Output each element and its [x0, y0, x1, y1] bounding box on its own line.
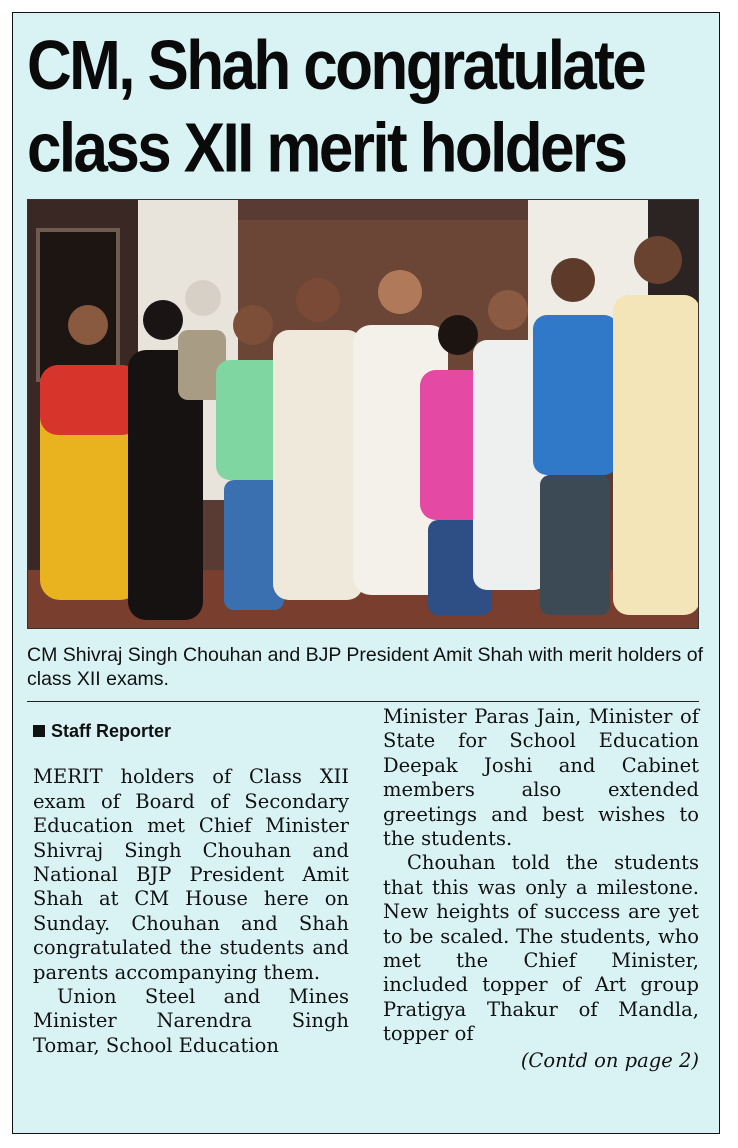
byline — [33, 719, 349, 743]
paragraph-2-start: Union Steel and Mines Minister Narendra Singh Tomar, School Education — [33, 985, 349, 1057]
byline-text: Staff Reporter — [51, 721, 172, 741]
headline-line-1: CM, Shah congratulate — [27, 27, 645, 105]
photo-illustration — [28, 200, 699, 629]
paragraph-3: Chouhan told the students that this was only a milestone. New heights of success are yet to be scaled. The students, who met the Chief Minister, included topper of Art group Pratigya Thakur of Mandla, topper of — [383, 851, 699, 1046]
article-column-left — [33, 719, 349, 1058]
headline-line-2: class XII merit holders — [27, 110, 626, 188]
headline — [27, 25, 707, 191]
caption-divider — [27, 701, 699, 702]
paragraph-1: MERIT holders of Class XII exam of Board of Secondary Education met Chief Minister Shivraj Singh Chouhan and National BJP President Amit Shah at CM House here on Sunday. Chouhan and Shah congratulated the students and parents accompanying them. — [33, 765, 349, 984]
news-photo — [27, 199, 699, 629]
article-frame — [12, 12, 720, 1134]
byline-square-icon — [33, 725, 45, 737]
photo-caption: CM Shivraj Singh Chouhan and BJP President Amit Shah with merit holders of class XII exams. — [27, 644, 703, 690]
continued-note: (Contd on page 2) — [520, 1048, 699, 1072]
article-column-right — [383, 705, 699, 1073]
paragraph-2-cont: Minister Paras Jain, Minister of State for School Education Deepak Joshi and Cabinet members also extended greetings and best wishes to the students. — [383, 705, 699, 851]
